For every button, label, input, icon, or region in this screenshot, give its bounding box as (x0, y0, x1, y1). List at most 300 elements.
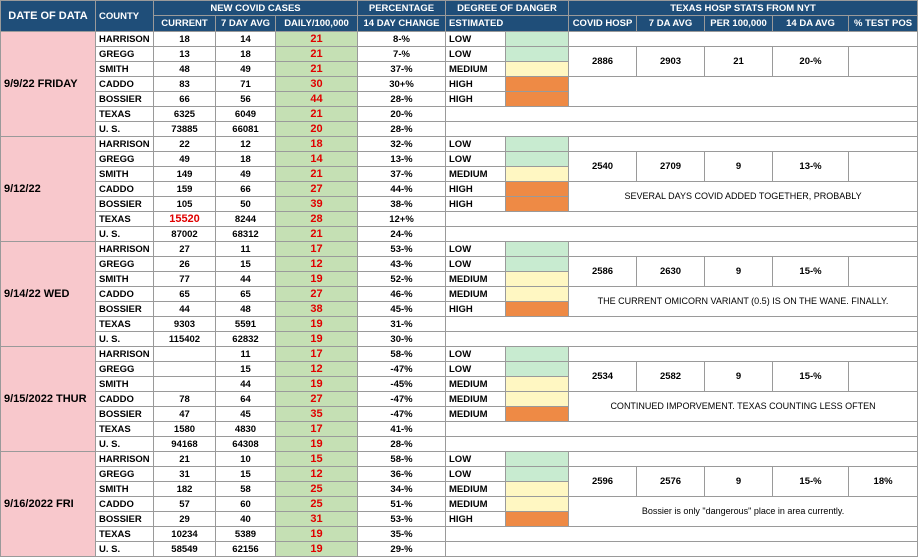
seven-day-avg-cell: 18 (216, 47, 276, 62)
table-row (1, 257, 918, 272)
county-cell: U. S. (96, 332, 154, 347)
county-cell: CADDO (96, 392, 154, 407)
current-cases-cell: 182 (154, 482, 216, 497)
header-covid-hosp: COVID HOSP (569, 16, 637, 32)
seven-day-avg-cell: 40 (216, 512, 276, 527)
table-row (1, 152, 918, 167)
hosp-per-100k-cell: 21 (705, 47, 773, 77)
seven-day-avg-cell: 64 (216, 392, 276, 407)
danger-swatch (506, 257, 569, 272)
daily-per-100k-cell: 17 (276, 347, 358, 362)
danger-level-cell: MEDIUM (446, 407, 506, 422)
danger-swatch (506, 182, 569, 197)
hosp-7da-avg-cell: 2903 (637, 47, 705, 77)
table-row (1, 422, 918, 437)
empty-cell (446, 122, 918, 137)
note-cell: CONTINUED IMPORVEMENT. TEXAS COUNTING LESS OFTEN (569, 392, 918, 422)
fourteen-day-change-cell: 30+% (358, 77, 446, 92)
current-cases-cell: 21 (154, 452, 216, 467)
county-cell: GREGG (96, 362, 154, 377)
seven-day-avg-cell: 64308 (216, 437, 276, 452)
danger-level-cell: MEDIUM (446, 272, 506, 287)
seven-day-avg-cell: 68312 (216, 227, 276, 242)
table-row (1, 497, 918, 512)
seven-day-avg-cell: 50 (216, 197, 276, 212)
hosp-spacer (569, 347, 918, 362)
current-cases-cell: 29 (154, 512, 216, 527)
county-cell: GREGG (96, 257, 154, 272)
daily-per-100k-cell: 35 (276, 407, 358, 422)
hosp-14da-avg-cell: 13-% (773, 152, 849, 182)
county-cell: HARRISON (96, 452, 154, 467)
fourteen-day-change-cell: 13-% (358, 152, 446, 167)
fourteen-day-change-cell: 8-% (358, 32, 446, 47)
county-cell: CADDO (96, 77, 154, 92)
hosp-7da-avg-cell: 2576 (637, 467, 705, 497)
covid-hosp-cell: 2540 (569, 152, 637, 182)
danger-level-cell: LOW (446, 467, 506, 482)
current-cases-cell: 44 (154, 302, 216, 317)
date-cell: 9/9/22 FRIDAY (1, 32, 96, 137)
fourteen-day-change-cell: 28-% (358, 437, 446, 452)
current-cases-cell (154, 377, 216, 392)
empty-cell (446, 437, 918, 452)
table-row (1, 347, 918, 362)
daily-per-100k-cell: 21 (276, 227, 358, 242)
county-cell: TEXAS (96, 317, 154, 332)
daily-per-100k-cell: 12 (276, 257, 358, 272)
empty-cell (446, 527, 918, 542)
note-cell: SEVERAL DAYS COVID ADDED TOGETHER, PROBABLY (569, 182, 918, 212)
note-cell (569, 77, 918, 107)
hosp-14da-avg-cell: 20-% (773, 47, 849, 77)
current-cases-cell: 27 (154, 242, 216, 257)
danger-level-cell: MEDIUM (446, 377, 506, 392)
fourteen-day-change-cell: 58-% (358, 347, 446, 362)
table-row (1, 452, 918, 467)
danger-level-cell: LOW (446, 32, 506, 47)
current-cases-cell: 22 (154, 137, 216, 152)
danger-swatch (506, 77, 569, 92)
header-county: COUNTY (96, 1, 154, 32)
seven-day-avg-cell: 49 (216, 167, 276, 182)
daily-per-100k-cell: 27 (276, 392, 358, 407)
county-cell: BOSSIER (96, 92, 154, 107)
daily-per-100k-cell: 30 (276, 77, 358, 92)
daily-per-100k-cell: 19 (276, 332, 358, 347)
empty-cell (446, 212, 918, 227)
fourteen-day-change-cell: -45% (358, 377, 446, 392)
seven-day-avg-cell: 62832 (216, 332, 276, 347)
empty-cell (446, 422, 918, 437)
fourteen-day-change-cell: 41-% (358, 422, 446, 437)
county-cell: HARRISON (96, 137, 154, 152)
seven-day-avg-cell: 49 (216, 62, 276, 77)
test-pos-cell (849, 257, 918, 287)
hosp-14da-avg-cell: 15-% (773, 362, 849, 392)
current-cases-cell: 31 (154, 467, 216, 482)
danger-swatch (506, 392, 569, 407)
seven-day-avg-cell: 58 (216, 482, 276, 497)
danger-level-cell: MEDIUM (446, 167, 506, 182)
fourteen-day-change-cell: 31-% (358, 317, 446, 332)
county-cell: GREGG (96, 152, 154, 167)
current-cases-cell: 9303 (154, 317, 216, 332)
table-row (1, 47, 918, 62)
daily-per-100k-cell: 14 (276, 152, 358, 167)
table-row (1, 362, 918, 377)
seven-day-avg-cell: 6049 (216, 107, 276, 122)
seven-day-avg-cell: 62156 (216, 542, 276, 557)
daily-per-100k-cell: 38 (276, 302, 358, 317)
daily-per-100k-cell: 31 (276, 512, 358, 527)
header-14da-avg: 14 DA AVG (773, 16, 849, 32)
danger-swatch (506, 407, 569, 422)
date-cell: 9/12/22 (1, 137, 96, 242)
hosp-7da-avg-cell: 2709 (637, 152, 705, 182)
danger-level-cell: LOW (446, 347, 506, 362)
fourteen-day-change-cell: -47% (358, 362, 446, 377)
table-row (1, 122, 918, 137)
county-cell: U. S. (96, 227, 154, 242)
table-row (1, 77, 918, 92)
current-cases-cell: 159 (154, 182, 216, 197)
danger-level-cell: MEDIUM (446, 287, 506, 302)
county-cell: SMITH (96, 272, 154, 287)
seven-day-avg-cell: 44 (216, 272, 276, 287)
current-cases-cell: 115402 (154, 332, 216, 347)
table-row (1, 287, 918, 302)
danger-level-cell: HIGH (446, 512, 506, 527)
danger-level-cell: HIGH (446, 92, 506, 107)
fourteen-day-change-cell: 52-% (358, 272, 446, 287)
header-texas-hosp: TEXAS HOSP STATS FROM NYT (569, 1, 918, 16)
hosp-14da-avg-cell: 15-% (773, 467, 849, 497)
seven-day-avg-cell: 14 (216, 32, 276, 47)
fourteen-day-change-cell: -47% (358, 407, 446, 422)
county-cell: HARRISON (96, 32, 154, 47)
current-cases-cell: 58549 (154, 542, 216, 557)
hosp-per-100k-cell: 9 (705, 257, 773, 287)
header-14day-change: 14 DAY CHANGE (358, 16, 446, 32)
fourteen-day-change-cell: 29-% (358, 542, 446, 557)
current-cases-cell (154, 362, 216, 377)
seven-day-avg-cell: 15 (216, 467, 276, 482)
daily-per-100k-cell: 27 (276, 182, 358, 197)
daily-per-100k-cell: 25 (276, 482, 358, 497)
daily-per-100k-cell: 21 (276, 62, 358, 77)
daily-per-100k-cell: 19 (276, 527, 358, 542)
seven-day-avg-cell: 11 (216, 347, 276, 362)
fourteen-day-change-cell: -47% (358, 392, 446, 407)
county-cell: SMITH (96, 377, 154, 392)
covid-hosp-cell: 2586 (569, 257, 637, 287)
danger-level-cell: LOW (446, 242, 506, 257)
current-cases-cell: 83 (154, 77, 216, 92)
table-row (1, 242, 918, 257)
daily-per-100k-cell: 19 (276, 437, 358, 452)
note-cell: Bossier is only "dangerous" place in area currently. (569, 497, 918, 527)
county-cell: BOSSIER (96, 512, 154, 527)
fourteen-day-change-cell: 53-% (358, 242, 446, 257)
table-row (1, 542, 918, 557)
daily-per-100k-cell: 27 (276, 287, 358, 302)
daily-per-100k-cell: 21 (276, 107, 358, 122)
danger-swatch (506, 137, 569, 152)
danger-swatch (506, 497, 569, 512)
fourteen-day-change-cell: 44-% (358, 182, 446, 197)
hosp-spacer (569, 452, 918, 467)
header-7day-avg: 7 DAY AVG (216, 16, 276, 32)
seven-day-avg-cell: 44 (216, 377, 276, 392)
danger-level-cell: MEDIUM (446, 62, 506, 77)
county-cell: U. S. (96, 542, 154, 557)
daily-per-100k-cell: 19 (276, 317, 358, 332)
danger-level-cell: MEDIUM (446, 392, 506, 407)
danger-level-cell: LOW (446, 452, 506, 467)
hosp-spacer (569, 242, 918, 257)
seven-day-avg-cell: 60 (216, 497, 276, 512)
daily-per-100k-cell: 19 (276, 272, 358, 287)
daily-per-100k-cell: 25 (276, 497, 358, 512)
county-cell: TEXAS (96, 212, 154, 227)
seven-day-avg-cell: 15 (216, 257, 276, 272)
county-cell: U. S. (96, 437, 154, 452)
covid-hosp-cell: 2886 (569, 47, 637, 77)
empty-cell (446, 332, 918, 347)
danger-swatch (506, 197, 569, 212)
county-cell: HARRISON (96, 242, 154, 257)
current-cases-cell: 49 (154, 152, 216, 167)
danger-level-cell: LOW (446, 47, 506, 62)
current-cases-cell: 26 (154, 257, 216, 272)
danger-swatch (506, 482, 569, 497)
empty-cell (446, 107, 918, 122)
danger-level-cell: LOW (446, 152, 506, 167)
hosp-spacer (569, 32, 918, 47)
hosp-7da-avg-cell: 2630 (637, 257, 705, 287)
table-row (1, 182, 918, 197)
seven-day-avg-cell: 48 (216, 302, 276, 317)
current-cases-cell: 6325 (154, 107, 216, 122)
danger-level-cell: MEDIUM (446, 482, 506, 497)
seven-day-avg-cell: 10 (216, 452, 276, 467)
fourteen-day-change-cell: 53-% (358, 512, 446, 527)
current-cases-cell: 65 (154, 287, 216, 302)
danger-level-cell: HIGH (446, 302, 506, 317)
danger-level-cell: HIGH (446, 77, 506, 92)
current-cases-cell: 48 (154, 62, 216, 77)
table-row (1, 107, 918, 122)
current-cases-cell: 94168 (154, 437, 216, 452)
county-cell: GREGG (96, 467, 154, 482)
fourteen-day-change-cell: 45-% (358, 302, 446, 317)
fourteen-day-change-cell: 24-% (358, 227, 446, 242)
hosp-per-100k-cell: 9 (705, 152, 773, 182)
test-pos-cell: 18% (849, 467, 918, 497)
fourteen-day-change-cell: 43-% (358, 257, 446, 272)
danger-swatch (506, 272, 569, 287)
table-row (1, 317, 918, 332)
seven-day-avg-cell: 66081 (216, 122, 276, 137)
current-cases-cell: 15520 (154, 212, 216, 227)
fourteen-day-change-cell: 28-% (358, 92, 446, 107)
date-cell: 9/14/22 WED (1, 242, 96, 347)
danger-level-cell: HIGH (446, 182, 506, 197)
daily-per-100k-cell: 28 (276, 212, 358, 227)
fourteen-day-change-cell: 7-% (358, 47, 446, 62)
header-daily-per-100k: DAILY/100,000 (276, 16, 358, 32)
fourteen-day-change-cell: 34-% (358, 482, 446, 497)
fourteen-day-change-cell: 35-% (358, 527, 446, 542)
daily-per-100k-cell: 17 (276, 422, 358, 437)
table-row (1, 527, 918, 542)
seven-day-avg-cell: 5389 (216, 527, 276, 542)
empty-cell (446, 227, 918, 242)
danger-swatch (506, 167, 569, 182)
seven-day-avg-cell: 71 (216, 77, 276, 92)
danger-swatch (506, 452, 569, 467)
daily-per-100k-cell: 21 (276, 47, 358, 62)
daily-per-100k-cell: 21 (276, 167, 358, 182)
current-cases-cell: 149 (154, 167, 216, 182)
seven-day-avg-cell: 15 (216, 362, 276, 377)
danger-swatch (506, 242, 569, 257)
county-cell: SMITH (96, 482, 154, 497)
table-row (1, 332, 918, 347)
note-cell: THE CURRENT OMICORN VARIANT (0.5) IS ON THE WANE. FINALLY. (569, 287, 918, 317)
seven-day-avg-cell: 18 (216, 152, 276, 167)
seven-day-avg-cell: 45 (216, 407, 276, 422)
danger-swatch (506, 152, 569, 167)
seven-day-avg-cell: 5591 (216, 317, 276, 332)
county-cell: SMITH (96, 62, 154, 77)
danger-swatch (506, 302, 569, 317)
test-pos-cell (849, 362, 918, 392)
table-row (1, 137, 918, 152)
header-test-pos: % TEST POS (849, 16, 918, 32)
county-cell: HARRISON (96, 347, 154, 362)
table-row (1, 437, 918, 452)
hosp-per-100k-cell: 9 (705, 467, 773, 497)
current-cases-cell: 18 (154, 32, 216, 47)
current-cases-cell: 57 (154, 497, 216, 512)
county-cell: U. S. (96, 122, 154, 137)
header-percentage: PERCENTAGE (358, 1, 446, 16)
danger-level-cell: LOW (446, 362, 506, 377)
test-pos-cell (849, 152, 918, 182)
hosp-7da-avg-cell: 2582 (637, 362, 705, 392)
county-cell: BOSSIER (96, 302, 154, 317)
county-cell: BOSSIER (96, 407, 154, 422)
header-7da-avg: 7 DA AVG (637, 16, 705, 32)
fourteen-day-change-cell: 36-% (358, 467, 446, 482)
county-cell: BOSSIER (96, 197, 154, 212)
current-cases-cell: 13 (154, 47, 216, 62)
danger-level-cell: LOW (446, 257, 506, 272)
test-pos-cell (849, 47, 918, 77)
hosp-per-100k-cell: 9 (705, 362, 773, 392)
danger-swatch (506, 347, 569, 362)
county-cell: CADDO (96, 287, 154, 302)
daily-per-100k-cell: 19 (276, 542, 358, 557)
current-cases-cell: 77 (154, 272, 216, 287)
county-cell: TEXAS (96, 422, 154, 437)
seven-day-avg-cell: 11 (216, 242, 276, 257)
fourteen-day-change-cell: 51-% (358, 497, 446, 512)
fourteen-day-change-cell: 12+% (358, 212, 446, 227)
daily-per-100k-cell: 39 (276, 197, 358, 212)
hosp-14da-avg-cell: 15-% (773, 257, 849, 287)
header-new-cases: NEW COVID CASES (154, 1, 358, 16)
county-cell: TEXAS (96, 107, 154, 122)
danger-swatch (506, 512, 569, 527)
danger-swatch (506, 362, 569, 377)
danger-swatch (506, 467, 569, 482)
danger-swatch (506, 32, 569, 47)
empty-cell (446, 317, 918, 332)
header-current: CURRENT (154, 16, 216, 32)
danger-swatch (506, 287, 569, 302)
fourteen-day-change-cell: 30-% (358, 332, 446, 347)
danger-level-cell: HIGH (446, 197, 506, 212)
current-cases-cell: 78 (154, 392, 216, 407)
current-cases-cell: 10234 (154, 527, 216, 542)
seven-day-avg-cell: 4830 (216, 422, 276, 437)
header-danger: DEGREE OF DANGER (446, 1, 569, 16)
danger-swatch (506, 92, 569, 107)
current-cases-cell: 1580 (154, 422, 216, 437)
seven-day-avg-cell: 65 (216, 287, 276, 302)
covid-hosp-cell: 2596 (569, 467, 637, 497)
hosp-spacer (569, 137, 918, 152)
fourteen-day-change-cell: 28-% (358, 122, 446, 137)
current-cases-cell: 105 (154, 197, 216, 212)
danger-swatch (506, 47, 569, 62)
current-cases-cell (154, 347, 216, 362)
fourteen-day-change-cell: 38-% (358, 197, 446, 212)
header-per-100k: PER 100,000 (705, 16, 773, 32)
fourteen-day-change-cell: 20-% (358, 107, 446, 122)
table-row (1, 32, 918, 47)
county-cell: CADDO (96, 497, 154, 512)
danger-swatch (506, 377, 569, 392)
county-cell: GREGG (96, 47, 154, 62)
daily-per-100k-cell: 17 (276, 242, 358, 257)
fourteen-day-change-cell: 32-% (358, 137, 446, 152)
county-cell: SMITH (96, 167, 154, 182)
seven-day-avg-cell: 8244 (216, 212, 276, 227)
daily-per-100k-cell: 19 (276, 377, 358, 392)
current-cases-cell: 87002 (154, 227, 216, 242)
danger-swatch (506, 62, 569, 77)
county-cell: CADDO (96, 182, 154, 197)
daily-per-100k-cell: 15 (276, 452, 358, 467)
seven-day-avg-cell: 66 (216, 182, 276, 197)
seven-day-avg-cell: 12 (216, 137, 276, 152)
table-row (1, 467, 918, 482)
danger-level-cell: LOW (446, 137, 506, 152)
empty-cell (446, 542, 918, 557)
county-cell: TEXAS (96, 527, 154, 542)
daily-per-100k-cell: 12 (276, 362, 358, 377)
fourteen-day-change-cell: 37-% (358, 167, 446, 182)
daily-per-100k-cell: 18 (276, 137, 358, 152)
date-cell: 9/15/2022 THUR (1, 347, 96, 452)
fourteen-day-change-cell: 37-% (358, 62, 446, 77)
table-row (1, 227, 918, 242)
daily-per-100k-cell: 44 (276, 92, 358, 107)
